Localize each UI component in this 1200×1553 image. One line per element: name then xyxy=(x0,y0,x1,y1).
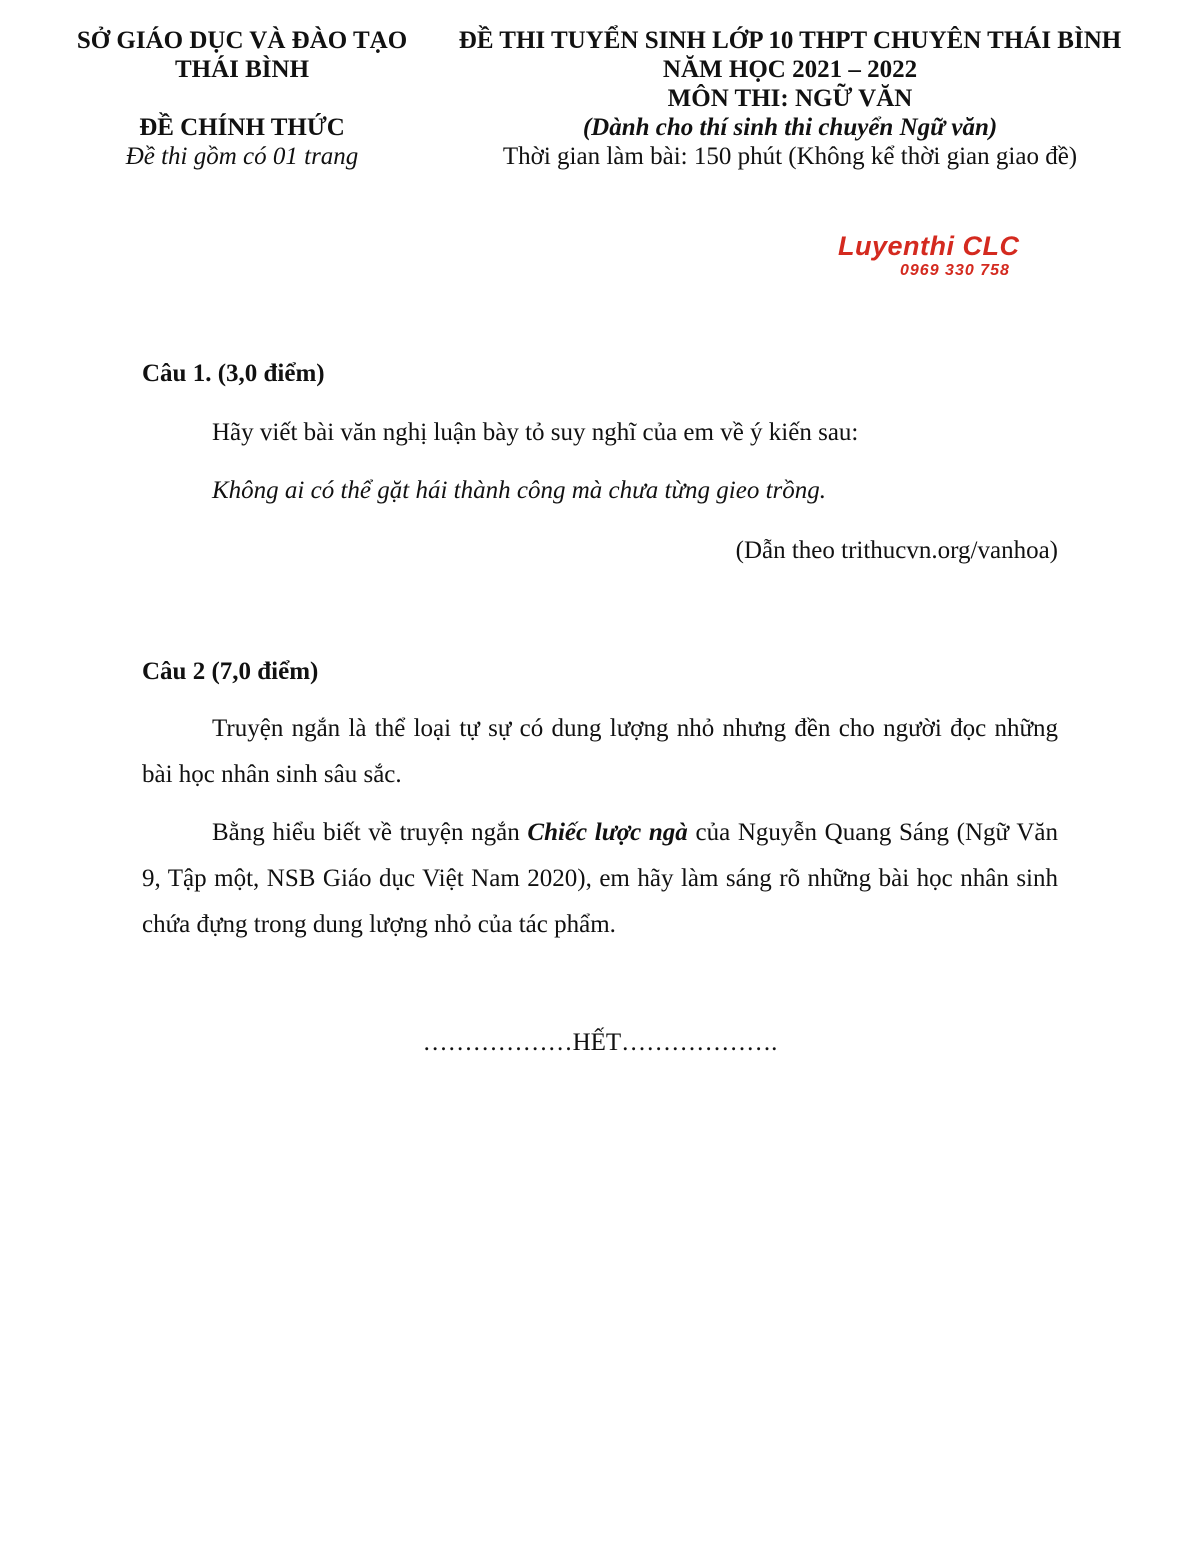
exam-title: ĐỀ THI TUYỂN SINH LỚP 10 THPT CHUYÊN THÁI BÌNH xyxy=(458,27,1122,54)
end-mark: ………………HẾT………………. xyxy=(422,1029,778,1056)
audience-note: (Dành cho thí sinh thi chuyển Ngữ văn) xyxy=(582,114,998,141)
question2-paragraph2 xyxy=(142,810,1058,948)
school-year: NĂM HỌC 2021 – 2022 xyxy=(662,56,918,83)
pages-note: Đề thi gồm có 01 trang xyxy=(125,143,359,170)
duration-note: Thời gian làm bài: 150 phút (Không kể thời gian giao đề) xyxy=(502,143,1078,170)
question2-paragraph2-before: Bằng hiểu biết về truyện ngắn xyxy=(212,819,528,846)
watermark-logo xyxy=(838,230,1058,280)
subject: MÔN THI: NGỮ VĂN xyxy=(667,85,913,112)
question1-instruction: Hãy viết bài văn nghị luận bày tỏ suy nghĩ của em về ý kiến sau: xyxy=(212,419,859,446)
header-left xyxy=(62,26,422,171)
question2-title: Câu 2 (7,0 điểm) xyxy=(142,658,319,685)
department-line2: THÁI BÌNH xyxy=(174,56,310,83)
question2-paragraph2-after: của Nguyễn Quang Sáng (Ngữ Văn 9, Tập một, NSB Giáo dục Việt Nam 2020), em hãy làm sáng rõ những bài học nhân sinh chứa đựng trong dung lượng nhỏ của tác phẩm. xyxy=(142,819,1058,938)
watermark-phone: 0969 330 758 xyxy=(900,262,1010,279)
official-label: ĐỀ CHÍNH THỨC xyxy=(139,114,345,141)
question1-title: Câu 1. (3,0 điểm) xyxy=(142,360,325,387)
header-right xyxy=(440,26,1140,171)
question1-quote: Không ai có thể gặt hái thành công mà chưa từng gieo trồng. xyxy=(212,477,827,504)
watermark-name: Luyenthi CLC xyxy=(838,231,1020,261)
question2-paragraph1: Truyện ngắn là thể loại tự sự có dung lượng nhỏ nhưng đền cho người đọc những bài học nhân sinh sâu sắc. xyxy=(142,715,1058,788)
question1-source: (Dẫn theo trithucvn.org/vanhoa) xyxy=(735,537,1058,564)
department-line1: SỞ GIÁO DỤC VÀ ĐÀO TẠO xyxy=(76,27,408,54)
work-title: Chiếc lược ngà xyxy=(527,819,688,846)
